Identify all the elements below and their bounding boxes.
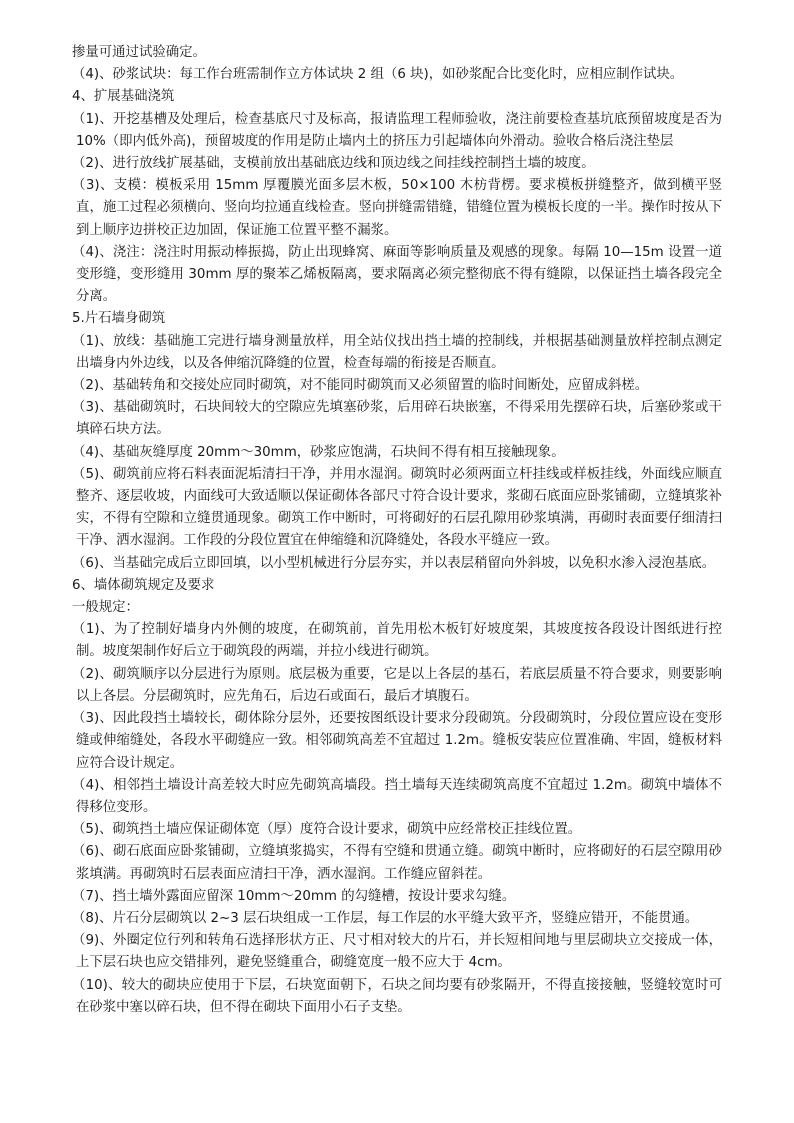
text-line: （7)、挡土墙外露面应留深 10mm～20mm 的勾缝槽，按设计要求勾缝。	[72, 888, 516, 904]
text-line: 掺量可通过试验确定。	[72, 45, 206, 60]
text-line: （2)、基础转角和交接处应同时砌筑，对不能同时砌筑而又必须留置的临时间断处，应留成斜槎。	[72, 378, 649, 394]
text-line: （2)、进行放线扩展基础，支模前放出基础底边线和顶边线之间挂线控制挡土墙的坡度。	[72, 156, 595, 172]
text-line: （5)、砌筑挡土墙应保证砌体宽（厚）度符合设计要求，砌筑中应经常校正挂线位置。	[72, 822, 582, 838]
text-line: （5)、砌筑前应将石料表面泥垢清扫干净，并用水湿润。砌筑时必须两面立杆挂线或样板挂线，外面线应顺直整齐、逐层收坡，内面线可大致适顺以保证砌体各部尺寸符合设计要求，浆砌石底面应卧浆铺砌，立缝填浆补实，不得有空隙和立缝贯通现象。砌筑工作中断时，可将砌好的石层孔隙用砂浆填满，再砌时表面要仔细清扫干净、洒水湿润。工作段的分段位置宜在伸缩缝和沉降缝处，各段水平缝应一致。	[72, 466, 722, 549]
text-line: （8)、片石分层砌筑以 2~3 层石块组成一工作层，每工作层的水平缝大致平齐，竖缝应错开，不能贯通。	[72, 910, 699, 926]
text-line: （10)、较大的砌块应使用于下层，石块宽面朝下，石块之间均要有砂浆隔开，不得直接接触，竖缝较宽时可在砂浆中塞以碎石块，但不得在砌块下面用小石子支垫。	[72, 977, 722, 1015]
text-line: （6)、当基础完成后立即回填，以小型机械进行分层夯实，并以表层稍留向外斜坡，以免积水渗入浸泡基底。	[72, 555, 716, 571]
section-heading: 4、扩展基础浇筑	[72, 89, 175, 105]
document-page	[72, 42, 722, 1019]
text-line: （6)、砌石底面应卧浆铺砌，立缝填浆捣实，不得有空缝和贯通立缝。砌筑中断时，应将砌好的石层空隙用砂浆填满。再砌筑时石层表面应清扫干净，洒水湿润。工作缝应留斜茬。	[72, 844, 722, 882]
text-line: （4)、砂浆试块：每工作台班需制作立方体试块 2 组（6 块)，如砂浆配合比变化时，应相应制作试块。	[72, 67, 684, 83]
text-line: （1)、为了控制好墙身内外侧的坡度，在砌筑前，首先用松木板钉好坡度架，其坡度按各段设计图纸进行控制。坡度架制作好后立于砌筑段的两端，并拉小线进行砌筑。	[72, 622, 722, 660]
text-line: （4)、浇注：浇注时用振动棒振捣，防止出现蜂窝、麻面等影响质量及观感的现象。每隔 10—15m 设置一道变形缝，变形缝用 30mm 厚的聚苯乙烯板隔离，要求隔离必须完整彻底不得有缝隙，以保证挡土墙各段完全分离。	[72, 244, 722, 305]
text-line: （9)、外圈定位行列和转角石选择形状方正、尺寸相对较大的片石，并长短相间地与里层砌块立交接成一体， 上下层石块也应交错排列，避免竖缝重合，砌缝宽度一般不应大于 4cm。	[72, 933, 722, 971]
text-line: （3)、因此段挡土墙较长，砌体除分层外，还要按图纸设计要求分段砌筑。分段砌筑时，分段位置应设在变形缝或伸缩缝处，各段水平砌缝应一致。相邻砌筑高差不宜超过 1.2m。缝板安装应位置准确、牢固，缝板材料应符合设计规定。	[72, 711, 722, 771]
subheading: 一般规定：	[72, 600, 139, 616]
text-line: （3)、基础砌筑时，石块间较大的空隙应先填塞砂浆，后用碎石块嵌塞，不得采用先摆碎石块，后塞砂浆或干填碎石块方法。	[72, 400, 722, 438]
section-heading: 5.片石墙身砌筑	[72, 311, 166, 327]
text-line: （3)、支模：模板采用 15mm 厚覆膜光面多层木板，50×100 木枋背楞。要求模板拼缝整齐，做到横平竖直，施工过程必须横向、竖向均拉通直线检查。竖向拼缝需错缝，错缝位置为模板长度的一半。操作时按从下到上顺序边拼校正边加固，保证施工位置平整不漏浆。	[72, 178, 722, 238]
text-line: （1)、开挖基槽及处理后，检查基底尺寸及标高，报请监理工程师验收，浇注前要检查基坑底预留坡度是否为 10%（即内低外高)，预留坡度的作用是防止墙内土的挤压力引起墙体向外滑动。验收合格后浇注垫层	[72, 111, 722, 149]
text-line: （4)、基础灰缝厚度 20mm～30mm，砂浆应饱满，石块间不得有相互接触现象。	[72, 444, 565, 460]
text-line: （1)、放线：基础施工完进行墙身测量放样，用全站仪找出挡土墙的控制线，并根据基础测量放样控制点测定出墙身内外边线，以及各伸缩沉降缝的位置，检查每端的衔接是否顺直。	[72, 333, 722, 371]
text-line: （2)、砌筑顺序以分层进行为原则。底层极为重要，它是以上各层的基石，若底层质量不符合要求，则要影响以上各层。分层砌筑时，应先角石，后边石或面石，最后才填腹石。	[72, 666, 722, 704]
text-line: （4)、相邻挡土墙设计高差较大时应先砌筑高墙段。挡土墙每天连续砌筑高度不宜超过 1.2m。砌筑中墙体不得移位变形。	[72, 777, 722, 815]
section-heading: 6、墙体砌筑规定及要求	[72, 577, 215, 593]
